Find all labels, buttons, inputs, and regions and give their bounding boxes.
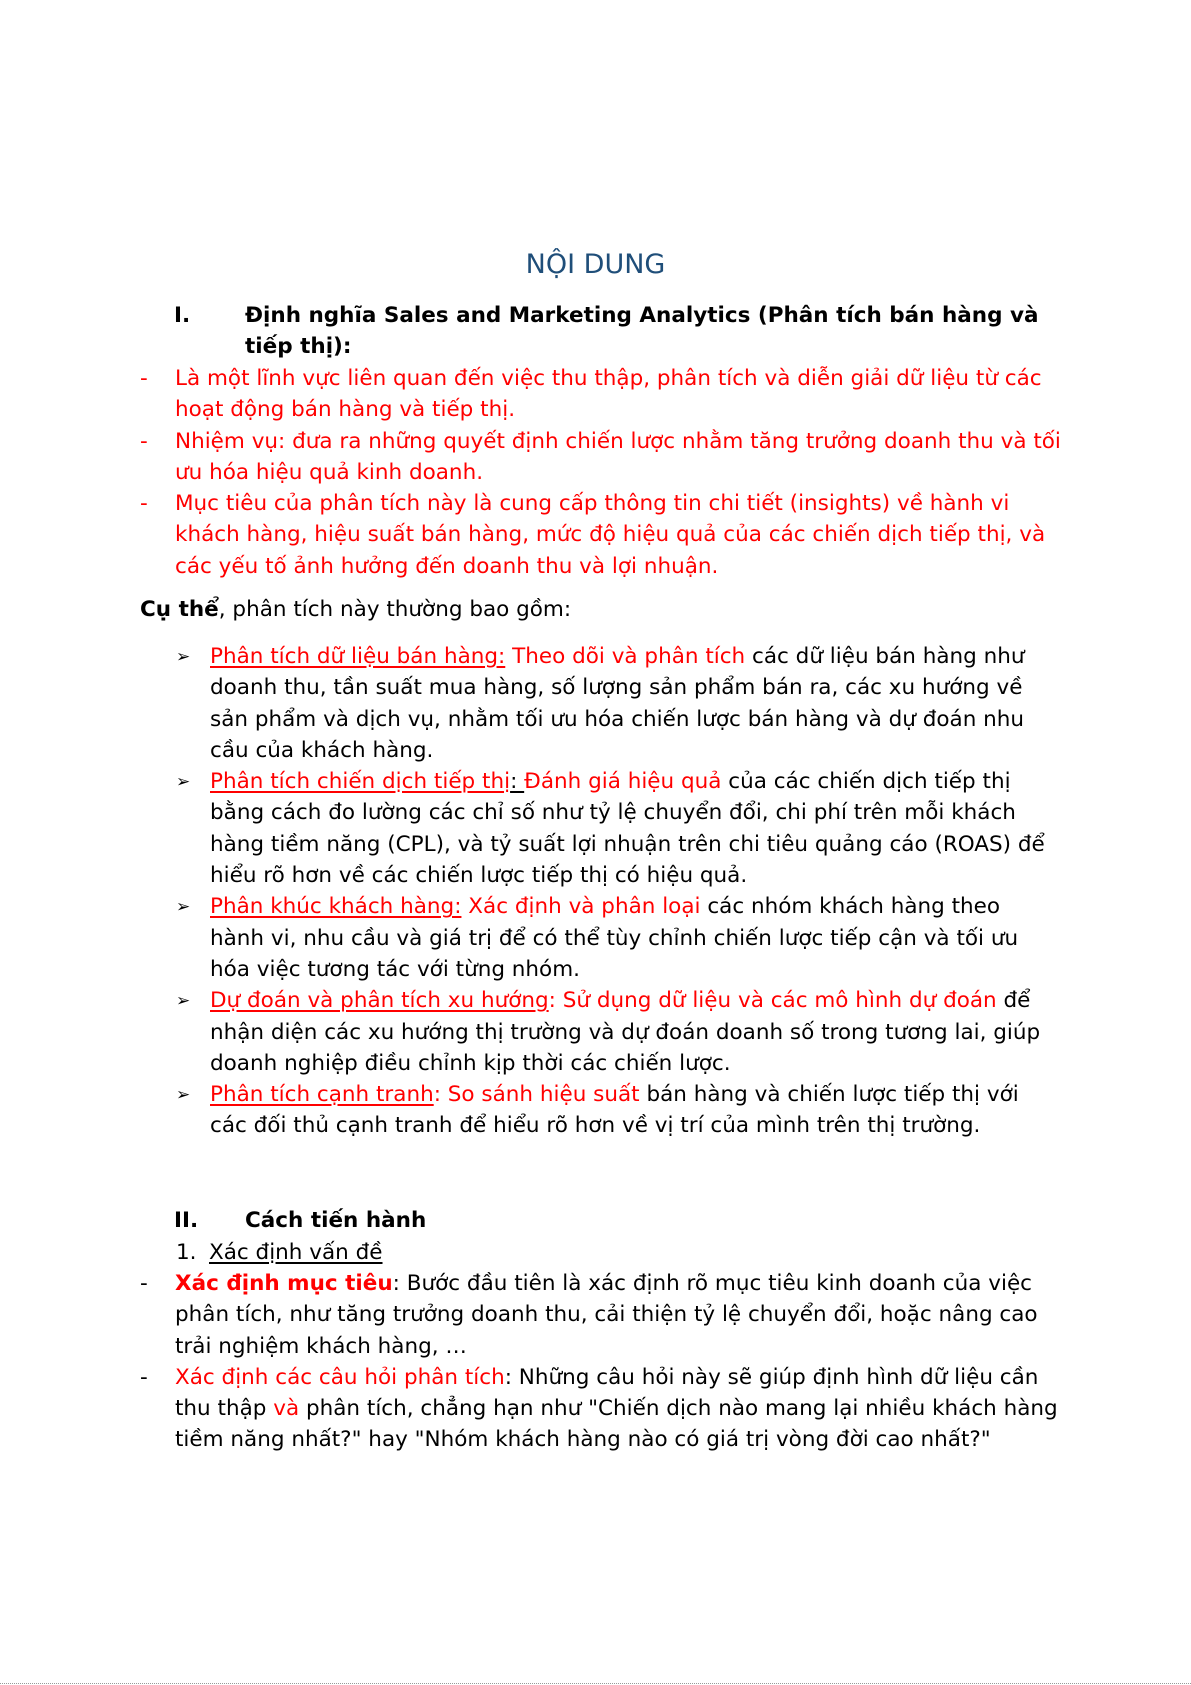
section-2-number: II. <box>174 1208 199 1233</box>
page-bottom-divider <box>0 1683 1191 1684</box>
section-1-heading <box>174 300 1054 362</box>
definition-item <box>140 488 1070 582</box>
dash-mark: - <box>140 491 148 517</box>
item-rest: của các chiến dịch tiếp thị bằng cách đo lường các chỉ số như tỷ lệ chuyển đổi, chi phí trên mỗi khách hàng tiềm năng (CPL), và tỷ suất lợi nhuận trên chi tiêu quảng cáo (ROAS) để hiểu rõ hơn về các chiến lược tiếp thị có hiệu quả. <box>210 769 1045 889</box>
list-item <box>176 1079 1056 1142</box>
analysis-list <box>176 641 1056 1142</box>
item-red-2: và <box>273 1396 300 1422</box>
item-red: So sánh hiệu suất <box>447 1082 640 1108</box>
intro-bold: Cụ thể <box>140 597 219 622</box>
section-1-number: I. <box>174 303 191 328</box>
dash-mark: - <box>140 1364 148 1390</box>
item-red: Đánh giá hiệu quả <box>524 769 722 795</box>
definition-text: Mục tiêu của phân tích này là cung cấp thông tin chi tiết (insights) về hành vi khách hàng, hiệu suất bán hàng, mức độ hiệu quả của các chiến dịch tiếp thị, và các yếu tố ảnh hưởng đến doanh thu và lợi nhuận. <box>175 491 1046 579</box>
dash-mark: - <box>140 366 148 391</box>
item-red: Xác định và phân loại <box>468 894 701 920</box>
item-term: Phân tích cạnh tranh <box>210 1082 434 1108</box>
item-rest: các dữ liệu bán hàng như doanh thu, tần suất mua hàng, số lượng sản phẩm bán ra, các xu hướng về sản phẩm và dịch vụ, nhằm tối ưu hóa chiến lược bán hàng và dự đoán nhu cầu của khách hàng. <box>210 644 1025 763</box>
dash-mark: - <box>140 428 148 454</box>
arrow-bullet-icon: ➢ <box>176 897 191 918</box>
item-term: Dự đoán và phân tích xu hướng <box>210 988 549 1014</box>
item-term: Phân khúc khách hàng: <box>210 894 462 920</box>
item-term: Phân tích dữ liệu bán hàng: <box>210 644 506 669</box>
definition-item <box>140 363 1070 426</box>
arrow-bullet-icon: ➢ <box>176 991 191 1012</box>
intro-paragraph <box>140 594 1070 625</box>
item-red: Sử dụng dữ liệu và các mô hình dự đoán <box>562 988 997 1014</box>
item-red: Xác định các câu hỏi phân tích <box>175 1364 505 1390</box>
section-2-title: Cách tiến hành <box>245 1208 427 1233</box>
procedure-item <box>140 1362 1070 1456</box>
definition-list <box>140 363 1070 582</box>
item-rest: phân tích, chẳng hạn như "Chiến dịch nào mang lại nhiều khách hàng tiềm năng nhất?" hay "Nhóm khách hàng nào có giá trị vòng đời cao nhất?" <box>175 1396 1058 1453</box>
arrow-bullet-icon: ➢ <box>176 647 191 667</box>
item-rest: : Bước đầu tiên là xác định rõ mục tiêu kinh doanh của việc phân tích, như tăng trưởng doanh thu, cải thiện tỷ lệ chuyển đổi, hoặc nâng cao trải nghiệm khách hàng, … <box>175 1271 1038 1359</box>
step-1 <box>176 1237 383 1268</box>
procedure-item <box>140 1268 1070 1362</box>
definition-text: Nhiệm vụ: đưa ra những quyết định chiến lược nhằm tăng trưởng doanh thu và tối ưu hóa hiệu quả kinh doanh. <box>175 428 1061 485</box>
item-mid: : Những câu hỏi này sẽ giúp định hình dữ liệu cần thu thập <box>175 1364 1039 1422</box>
arrow-bullet-icon: ➢ <box>176 1085 191 1106</box>
item-rest: bán hàng và chiến lược tiếp thị với các đối thủ cạnh tranh để hiểu rõ hơn về vị trí của mình trên thị trường. <box>210 1082 1019 1139</box>
step-label: Xác định vấn đề <box>209 1240 383 1265</box>
list-item <box>176 985 1056 1079</box>
definition-item <box>140 426 1070 489</box>
step-number: 1. <box>176 1240 197 1265</box>
list-item <box>176 641 1056 766</box>
item-rest: các nhóm khách hàng theo hành vi, nhu cầu và giá trị để có thể tùy chỉnh chiến lược tiếp cận và tối ưu hóa việc tương tác với từng nhóm. <box>210 894 1019 982</box>
item-sep: : <box>433 1082 448 1108</box>
item-sep: : <box>510 769 525 795</box>
item-rest: để nhận diện các xu hướng thị trường và dự đoán doanh số trong tương lai, giúp doanh nghiệp điều chỉnh kịp thời các chiến lược. <box>210 988 1041 1076</box>
item-red: Theo dõi và phân tích <box>512 644 746 669</box>
list-item <box>176 766 1056 891</box>
section-1-title: Định nghĩa Sales and Marketing Analytics (Phân tích bán hàng và tiếp thị): <box>245 303 1039 359</box>
item-red: Xác định mục tiêu <box>175 1271 393 1296</box>
list-item <box>176 891 1056 985</box>
intro-text: , phân tích này thường bao gồm: <box>218 597 572 622</box>
page-title: NỘI DUNG <box>525 249 666 280</box>
dash-mark: - <box>140 1271 148 1296</box>
procedure-list <box>140 1268 1070 1456</box>
section-2-heading <box>174 1205 1054 1236</box>
item-sep: : <box>548 988 563 1014</box>
item-term: Phân tích chiến dịch tiếp thị <box>210 769 511 795</box>
definition-text: Là một lĩnh vực liên quan đến việc thu thập, phân tích và diễn giải dữ liệu từ các hoạt động bán hàng và tiếp thị. <box>175 366 1042 423</box>
arrow-bullet-icon: ➢ <box>176 772 191 793</box>
